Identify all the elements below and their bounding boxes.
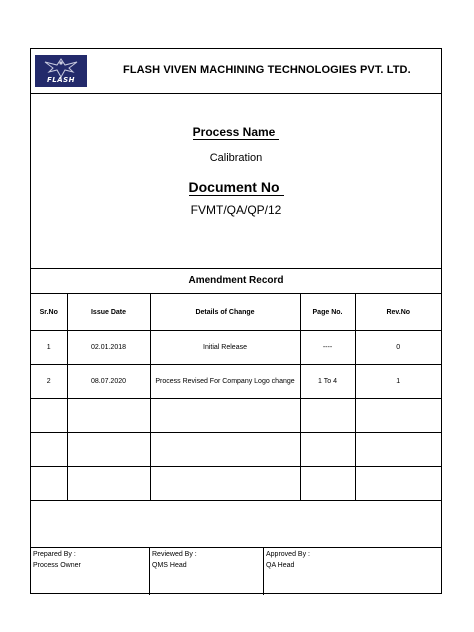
amendment-table <box>31 294 441 501</box>
document-no-label: Document No <box>31 179 441 195</box>
approved-by-value: QA Head <box>266 562 295 569</box>
table-row <box>31 331 441 365</box>
table-row <box>31 399 441 433</box>
process-name-value: Calibration <box>209 152 263 164</box>
reviewed-by <box>149 548 263 595</box>
table-row <box>31 365 441 399</box>
prepared-by <box>31 548 149 595</box>
reviewed-by-value: QMS Head <box>152 562 187 569</box>
company-name: FLASH VIVEN MACHINING TECHNOLOGIES PVT. LTD. <box>123 64 411 76</box>
approved-by-label: Approved By : <box>266 551 310 558</box>
prepared-by-value: Process Owner <box>33 562 81 569</box>
table-cell <box>31 399 67 433</box>
table-cell: 2 <box>31 365 67 399</box>
table-cell <box>300 467 355 501</box>
table-cell <box>31 467 67 501</box>
table-cell: 1 <box>355 365 441 399</box>
table-cell <box>150 433 300 467</box>
table-cell <box>67 399 150 433</box>
table-row <box>31 433 441 467</box>
logo-text: FLASH <box>46 76 76 84</box>
document-header <box>31 49 441 94</box>
amendment-header-row <box>31 294 441 331</box>
table-cell: 1 To 4 <box>300 365 355 399</box>
column-header: Details of Change <box>150 294 300 331</box>
table-cell <box>355 433 441 467</box>
prepared-by-label: Prepared By : <box>33 551 76 558</box>
table-cell <box>300 399 355 433</box>
table-cell: Initial Release <box>150 331 300 365</box>
company-logo <box>35 55 87 87</box>
document-frame <box>30 48 442 594</box>
table-cell <box>300 433 355 467</box>
table-cell <box>67 467 150 501</box>
table-cell <box>67 433 150 467</box>
column-header: Issue Date <box>67 294 150 331</box>
table-cell <box>355 467 441 501</box>
title-block <box>31 93 441 269</box>
document-no-value: FVMT/QA/QP/12 <box>190 203 282 217</box>
signoff-block <box>31 547 441 595</box>
table-cell: 1 <box>31 331 67 365</box>
table-cell: 0 <box>355 331 441 365</box>
column-header: Sr.No <box>31 294 67 331</box>
table-cell: 02.01.2018 <box>67 331 150 365</box>
table-row <box>31 467 441 501</box>
amendment-record-title: Amendment Record <box>31 269 441 294</box>
process-name-label: Process Name <box>31 125 441 139</box>
reviewed-by-label: Reviewed By : <box>152 551 197 558</box>
table-cell <box>150 399 300 433</box>
column-header: Rev.No <box>355 294 441 331</box>
table-cell <box>355 399 441 433</box>
table-cell <box>150 467 300 501</box>
column-header: Page No. <box>300 294 355 331</box>
table-cell: ---- <box>300 331 355 365</box>
table-cell: Process Revised For Company Logo change <box>150 365 300 399</box>
approved-by <box>263 548 441 595</box>
table-cell: 08.07.2020 <box>67 365 150 399</box>
table-cell <box>31 433 67 467</box>
